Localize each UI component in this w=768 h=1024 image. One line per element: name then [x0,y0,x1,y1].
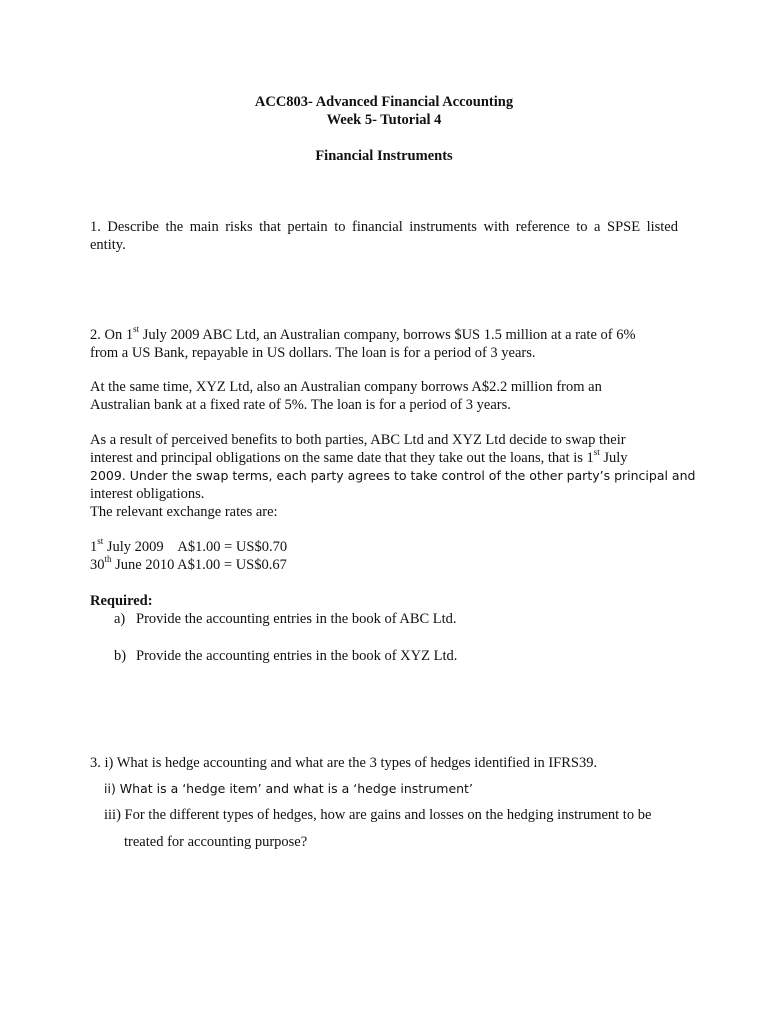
q2-req-a-marker: a) [114,611,126,627]
q1-line2: entity. [90,237,126,253]
q3-part-ii: ii) What is a ‘hedge item’ and what is a ‘hedge instrument’ [104,781,473,796]
q2-p3-line1: As a result of perceived benefits to both parties, ABC Ltd and XYZ Ltd decide to swap their [90,432,626,448]
week-title: Week 5- Tutorial 4 [326,112,442,128]
q1-line1: 1. Describe the main risks that pertain to financial instruments with reference to a SPSE listed [90,219,678,235]
q2-rate-2: 30th June 2010 A$1.00 = US$0.67 [90,554,287,573]
q2-p3-line3: 2009. Under the swap terms, each party agrees to take control of the other party’s principal and [90,468,696,483]
q2-p2-line2: Australian bank at a fixed rate of 5%. The loan is for a period of 3 years. [90,397,511,413]
q2-required-heading: Required: [90,593,153,609]
q2-req-b-text: Provide the accounting entries in the book of XYZ Ltd. [136,648,458,664]
topic-title: Financial Instruments [315,148,453,164]
q2-rate-1: 1st July 2009 A$1.00 = US$0.70 [90,536,288,555]
q2-req-b-marker: b) [114,648,127,664]
course-title: ACC803- Advanced Financial Accounting [254,94,514,110]
q2-p3-line2: interest and principal obligations on the same date that they take out the loans, that is 1st July [90,447,628,466]
q2-p2-line1: At the same time, XYZ Ltd, also an Australian company borrows A$2.2 million from an [90,379,602,395]
q2-p1-line1: 2. On 1st July 2009 ABC Ltd, an Australian company, borrows $US 1.5 million at a rate of 6% [90,324,636,343]
q2-rates-intro: The relevant exchange rates are: [90,504,278,520]
q3-part-iii-line2: treated for accounting purpose? [124,834,308,850]
q2-p1-line2: from a US Bank, repayable in US dollars. The loan is for a period of 3 years. [90,345,536,361]
q3-part-iii-line1: iii) For the different types of hedges, how are gains and losses on the hedging instrument to be [104,807,652,823]
q2-req-a-text: Provide the accounting entries in the book of ABC Ltd. [136,611,457,627]
q2-p3-line4: interest obligations. [90,486,205,502]
q3-part-i: 3. i) What is hedge accounting and what are the 3 types of hedges identified in IFRS39. [90,755,598,771]
